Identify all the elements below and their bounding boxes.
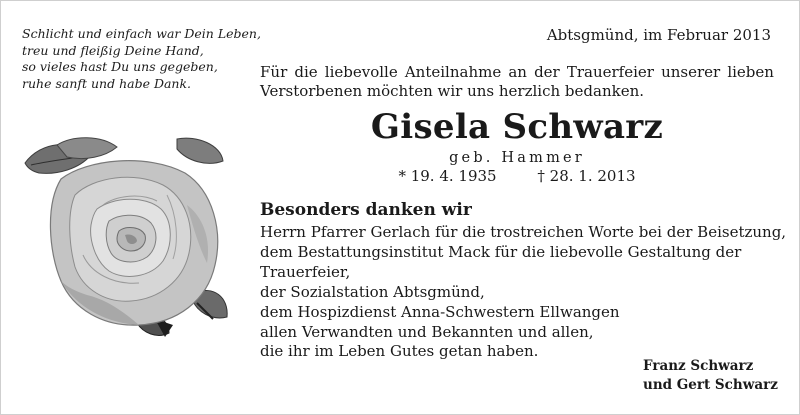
verse-line: treu und fleißig Deine Hand,	[22, 42, 204, 58]
thanks-line: Trauerfeier,	[260, 262, 351, 281]
verse-line: Schlicht und einfach war Dein Leben,	[22, 26, 261, 41]
intro-word: Für	[260, 63, 288, 81]
intro-word: lieben	[727, 63, 774, 81]
thanks-line: die ihr im Leben Gutes getan haben.	[260, 342, 539, 361]
verse-line: so vieles hast Du uns gegeben,	[22, 59, 218, 74]
intro-word: an	[508, 63, 527, 81]
intro-word: Trauerfeier	[566, 63, 654, 81]
thanks-line: der Sozialstation Abtsgmünd,	[260, 282, 485, 301]
life-dates	[260, 167, 774, 185]
intro-paragraph	[260, 63, 774, 101]
intro-line: Verstorbenen möchten wir uns herzlich bedanken.	[260, 82, 645, 100]
thanks-list	[260, 223, 787, 362]
signer-name: und Gert Schwarz	[643, 377, 778, 393]
rose-icon	[17, 135, 231, 345]
thanks-line: allen Verwandten und Bekannten und allen,	[260, 322, 594, 341]
birth-date: * 19. 4. 1935	[398, 167, 497, 185]
signers	[643, 357, 778, 395]
thanks-heading: Besonders danken wir	[260, 200, 472, 220]
intro-word: Anteilnahme	[404, 63, 502, 81]
deceased-name: Gisela Schwarz	[370, 107, 664, 147]
death-date: † 28. 1. 2013	[537, 167, 636, 185]
intro-word: die	[294, 63, 318, 81]
intro-word: liebevolle	[324, 63, 398, 81]
intro-word: unserer	[661, 63, 721, 81]
thanks-line: dem Hospizdienst Anna-Schwestern Ellwangen	[260, 302, 620, 321]
place-and-date: Abtsgmünd, im Februar 2013	[546, 26, 771, 44]
thanks-line: dem Bestattungsinstitut Mack für die liebevolle Gestaltung der	[260, 242, 742, 261]
maiden-name: geb. Hammer	[449, 150, 585, 166]
intro-line-justified	[260, 63, 774, 82]
thanks-line: Herrn Pfarrer Gerlach für die trostreichen Worte bei der Beisetzung,	[260, 223, 787, 241]
signer-name: Franz Schwarz	[643, 358, 754, 374]
intro-word: der	[534, 63, 560, 81]
memorial-verse	[22, 26, 262, 92]
verse-line: ruhe sanft und habe Dank.	[22, 75, 192, 91]
